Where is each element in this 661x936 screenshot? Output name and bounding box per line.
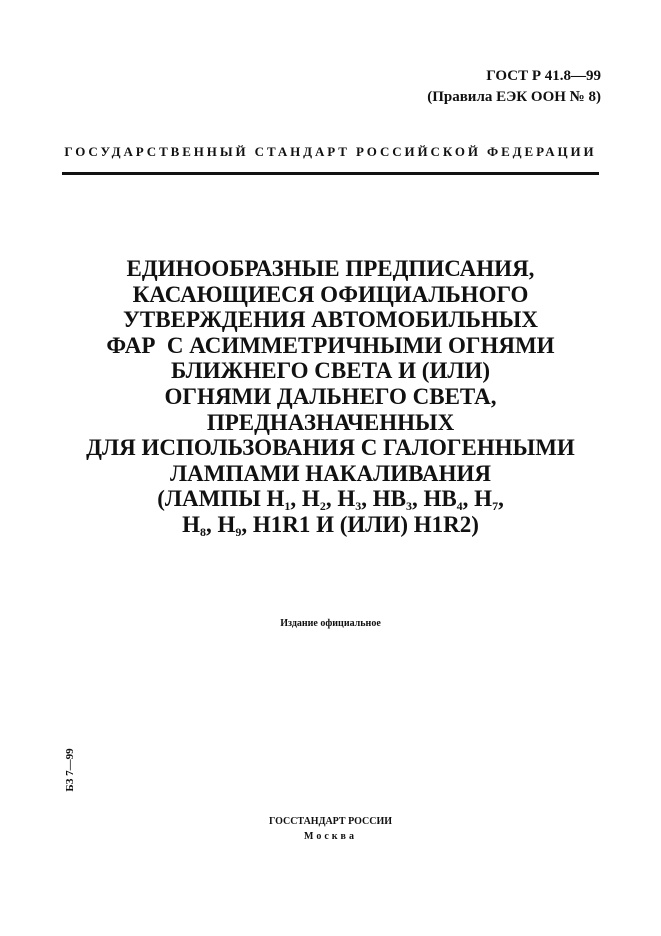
lamp-separator: ,	[241, 511, 253, 537]
lamp-hb3: HB	[372, 486, 406, 512]
title-line-7: ПРЕДНАЗНАЧЕННЫХ	[206, 409, 455, 435]
lamp-h2-index: 2	[319, 499, 326, 514]
lamp-h1-index: 1	[284, 499, 291, 514]
header-rule	[62, 172, 599, 175]
title-line-9: ЛАМПАМИ НАКАЛИВАНИЯ	[169, 460, 491, 486]
title-line-8: ДЛЯ ИСПОЛЬЗОВАНИЯ С ГАЛОГЕННЫМИ	[86, 435, 575, 461]
header-title: ГОСУДАРСТВЕННЫЙ СТАНДАРТ РОССИЙСКОЙ ФЕДЕРАЦИИ	[64, 144, 597, 159]
lamp-separator: ,	[290, 486, 302, 512]
lamp-h8: H	[182, 511, 200, 537]
title-line-5: БЛИЖНЕГО СВЕТА И (ИЛИ)	[170, 358, 491, 384]
title-line-6: ОГНЯМИ ДАЛЬНЕГО СВЕТА,	[164, 383, 497, 409]
lamps-prefix: (ЛАМПЫ	[157, 486, 267, 512]
catalog-code-text: БЗ 7—99	[64, 748, 76, 792]
lamp-h2: H	[301, 486, 320, 512]
lamp-separator: ,	[411, 486, 424, 512]
publisher-city: Москва	[304, 831, 357, 842]
lamp-h1: H	[266, 486, 285, 512]
lamps-line-end: ,	[498, 486, 504, 512]
lamp-h3: H	[337, 486, 356, 512]
lamp-h8-index: 8	[199, 524, 206, 539]
document-designation	[427, 66, 601, 108]
title-line-1: ЕДИНООБРАЗНЫЕ ПРЕДПИСАНИЯ,	[126, 256, 535, 281]
title-line-3: УТВЕРЖДЕНИЯ АВТОМОБИЛЬНЫХ	[123, 307, 538, 333]
title-line-2: КАСАЮЩИЕСЯ ОФИЦИАЛЬНОГО	[132, 281, 529, 307]
main-title	[40, 256, 621, 538]
lamp-separator: ,	[361, 486, 373, 512]
equivalent-regulation: (Правила ЕЭК ООН № 8)	[427, 89, 601, 105]
lamp-hb3-index: 3	[405, 499, 412, 514]
lamp-h9-index: 9	[235, 524, 242, 539]
lamp-h7-index: 7	[492, 499, 499, 514]
lamp-separator: ,	[325, 486, 338, 512]
title-line-4: ФАР С АСИММЕТРИЧНЫМИ ОГНЯМИ	[106, 332, 555, 358]
edition-note: Издание официальное	[280, 618, 381, 629]
standard-code: ГОСТ Р 41.8—99	[486, 68, 601, 84]
title-line-lamps-1	[40, 486, 621, 512]
lamp-h3-index: 3	[355, 499, 362, 514]
lamp-separator: ,	[205, 511, 218, 537]
lamp-h9: H	[217, 511, 236, 537]
title-line-lamps-2	[40, 512, 621, 538]
lamp-hb4-index: 4	[456, 499, 463, 514]
lamp-hb4: HB	[423, 486, 457, 512]
lamp-h7: H	[474, 486, 493, 512]
lamps-tail: H1R1 И (ИЛИ) H1R2)	[252, 511, 479, 537]
lamp-separator: ,	[462, 486, 475, 512]
publisher	[0, 814, 661, 844]
publisher-name: ГОССТАНДАРТ РОССИИ	[268, 816, 393, 827]
